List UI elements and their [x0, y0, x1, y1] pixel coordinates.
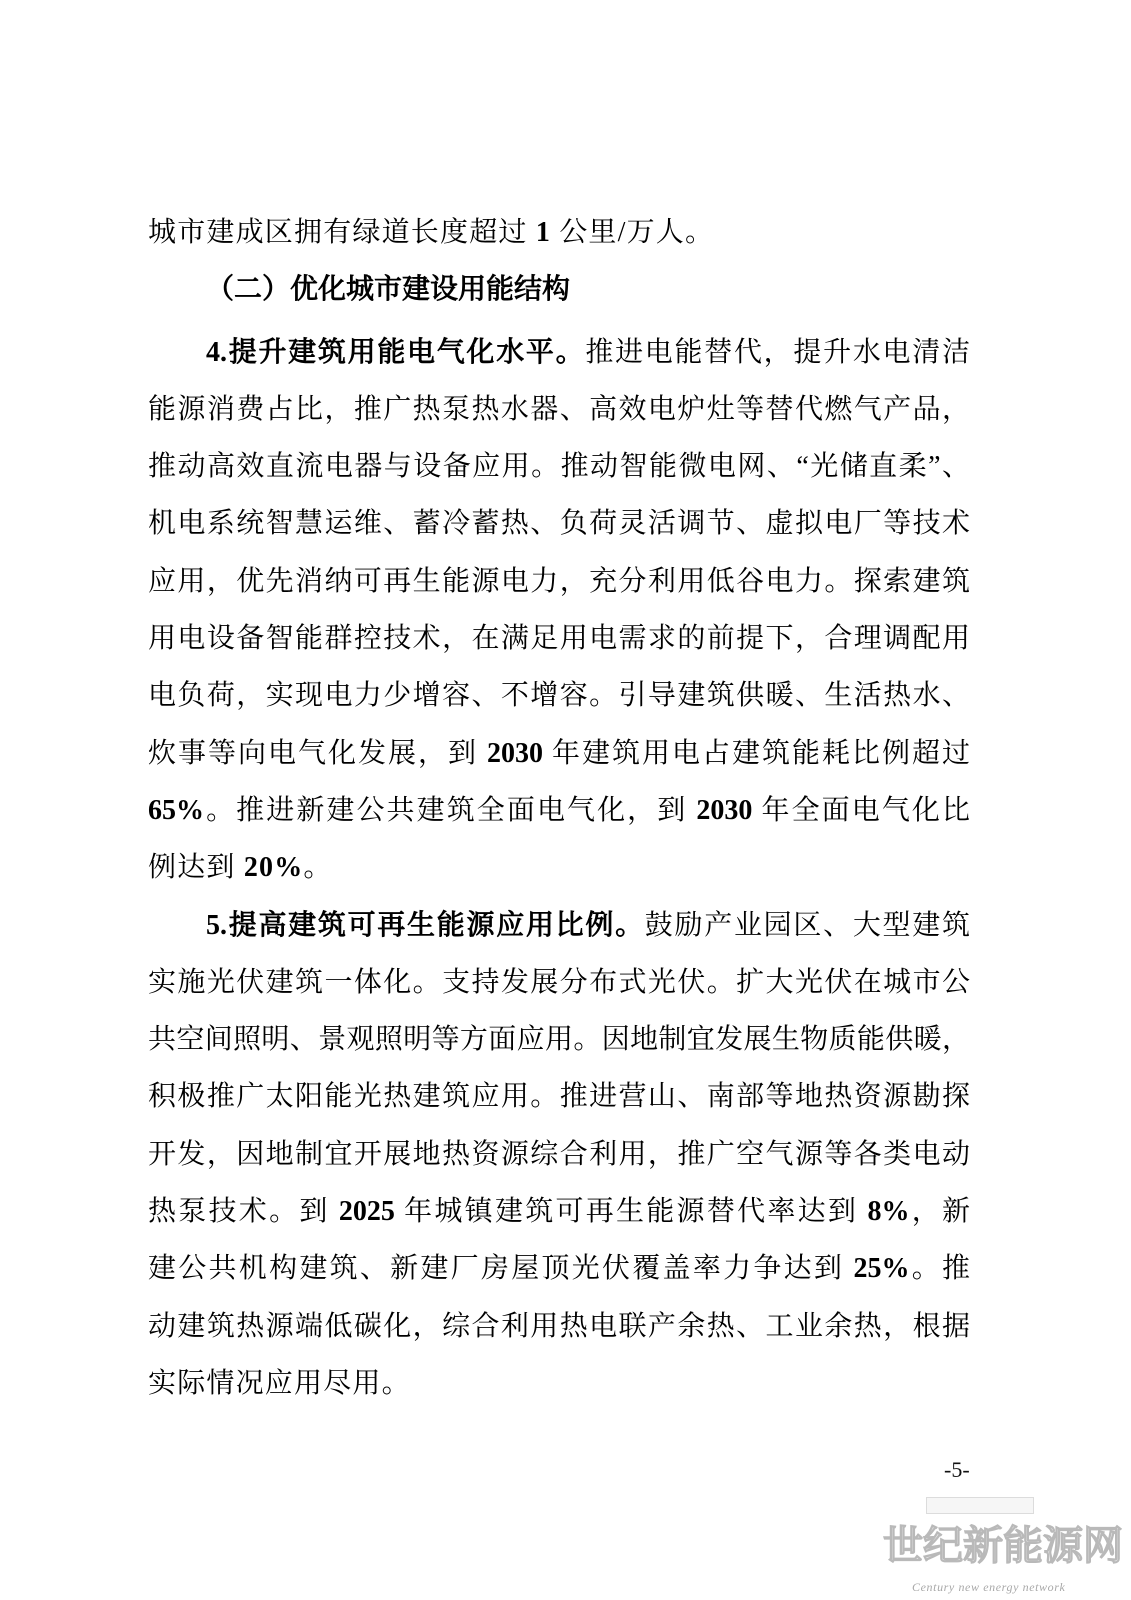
- text-line: [148, 204, 970, 261]
- watermark-site-name-en: Century new energy network: [912, 1580, 1066, 1594]
- text-run: 推进电能替代，提升水电清洁: [585, 336, 970, 368]
- text-run: （二）优化城市建设用能结构: [206, 274, 571, 306]
- text-run: 共空间照明、景观照明等方面应用。因地制宜发展生物质能供暖，: [148, 1024, 970, 1056]
- watermark-banner: [926, 1497, 1034, 1514]
- document-body: [148, 204, 970, 1412]
- text-run: 城市建成区拥有绿道长度超过: [148, 217, 536, 248]
- text-run: 年建筑用电占建筑能耗比例超过: [543, 737, 970, 769]
- text-line: [148, 725, 970, 782]
- text-line: [148, 610, 970, 667]
- text-line: [148, 324, 970, 381]
- bold-text-run: 1: [535, 217, 552, 248]
- text-run: 实际情况应用尽用。: [148, 1367, 411, 1399]
- text-run: 电负荷，实现电力少增容、不增容。引导建筑供暖、生活热水、: [148, 680, 970, 712]
- text-line: [148, 438, 970, 495]
- bold-text-run: 65%: [148, 794, 204, 826]
- text-line: [148, 1355, 970, 1412]
- text-run: 推动高效直流电器与设备应用。推动智能微电网、“光储直柔”、: [148, 451, 970, 483]
- text-run: 开发，因地制宜开展地热资源综合利用，推广空气源等各类电动: [148, 1138, 970, 1170]
- text-line: [148, 839, 970, 896]
- continued-paragraph: [148, 204, 970, 261]
- text-line: [148, 667, 970, 724]
- text-line: [148, 954, 970, 1011]
- bold-text-run: 5.提高建筑可再生能源应用比例。: [206, 909, 645, 941]
- text-run: 。推: [909, 1253, 970, 1285]
- text-run: 用电设备智能群控技术，在满足用电需求的前提下，合理调配用: [148, 623, 970, 655]
- bold-text-run: 2025: [338, 1196, 395, 1228]
- text-run: 实施光伏建筑一体化。支持发展分布式光伏。扩大光伏在城市公: [148, 966, 970, 998]
- text-line: [148, 1068, 970, 1125]
- paragraph: [148, 897, 970, 1413]
- page-number: -5-: [944, 1457, 970, 1482]
- bold-text-run: 2030: [696, 794, 753, 826]
- text-run: 年全面电气化比: [752, 794, 970, 826]
- text-line: [148, 1240, 970, 1297]
- text-line: [148, 1011, 970, 1068]
- text-line: [148, 782, 970, 839]
- text-run: ，新: [909, 1196, 970, 1228]
- text-run: 公里/万人。: [551, 217, 715, 248]
- bold-text-run: 20%: [243, 852, 304, 884]
- text-run: 鼓励产业园区、大型建筑: [644, 909, 970, 941]
- text-run: 炊事等向电气化发展，到: [148, 737, 487, 769]
- text-line: [148, 1183, 970, 1240]
- text-run: 应用，优先消纳可再生能源电力，充分利用低谷电力。探索建筑: [148, 565, 970, 597]
- paragraph: [148, 324, 970, 897]
- text-line: [148, 381, 970, 438]
- bold-text-run: 4.提升建筑用能电气化水平。: [206, 336, 586, 368]
- text-line: [148, 261, 970, 318]
- text-run: 动建筑热源端低碳化，综合利用热电联产余热、工业余热，根据: [148, 1310, 970, 1342]
- text-run: 。: [303, 852, 333, 884]
- text-run: 建公共机构建筑、新建厂房屋顶光伏覆盖率力争达到: [148, 1253, 854, 1285]
- text-line: [148, 495, 970, 552]
- text-run: 积极推广太阳能光热建筑应用。推进营山、南部等地热资源勘探: [148, 1081, 970, 1113]
- text-run: 热泵技术。到: [148, 1196, 339, 1228]
- text-run: 例达到: [148, 852, 244, 884]
- text-line: [148, 1126, 970, 1183]
- text-run: 能源消费占比，推广热泵热水器、高效电炉灶等替代燃气产品，: [148, 393, 970, 425]
- section-heading: [148, 261, 970, 318]
- watermark-site-name: 世纪新能源网: [883, 1522, 1123, 1569]
- text-run: 年城镇建筑可再生能源替代率达到: [394, 1196, 868, 1228]
- bold-text-run: 2030: [487, 737, 543, 769]
- text-run: 机电系统智慧运维、蓄冷蓄热、负荷灵活调节、虚拟电厂等技术: [148, 508, 970, 540]
- bold-text-run: 8%: [867, 1196, 910, 1228]
- text-line: [148, 553, 970, 610]
- text-run: 。推进新建公共建筑全面电气化，到: [204, 794, 697, 826]
- text-line: [148, 1298, 970, 1355]
- text-line: [148, 897, 970, 954]
- bold-text-run: 25%: [853, 1253, 910, 1285]
